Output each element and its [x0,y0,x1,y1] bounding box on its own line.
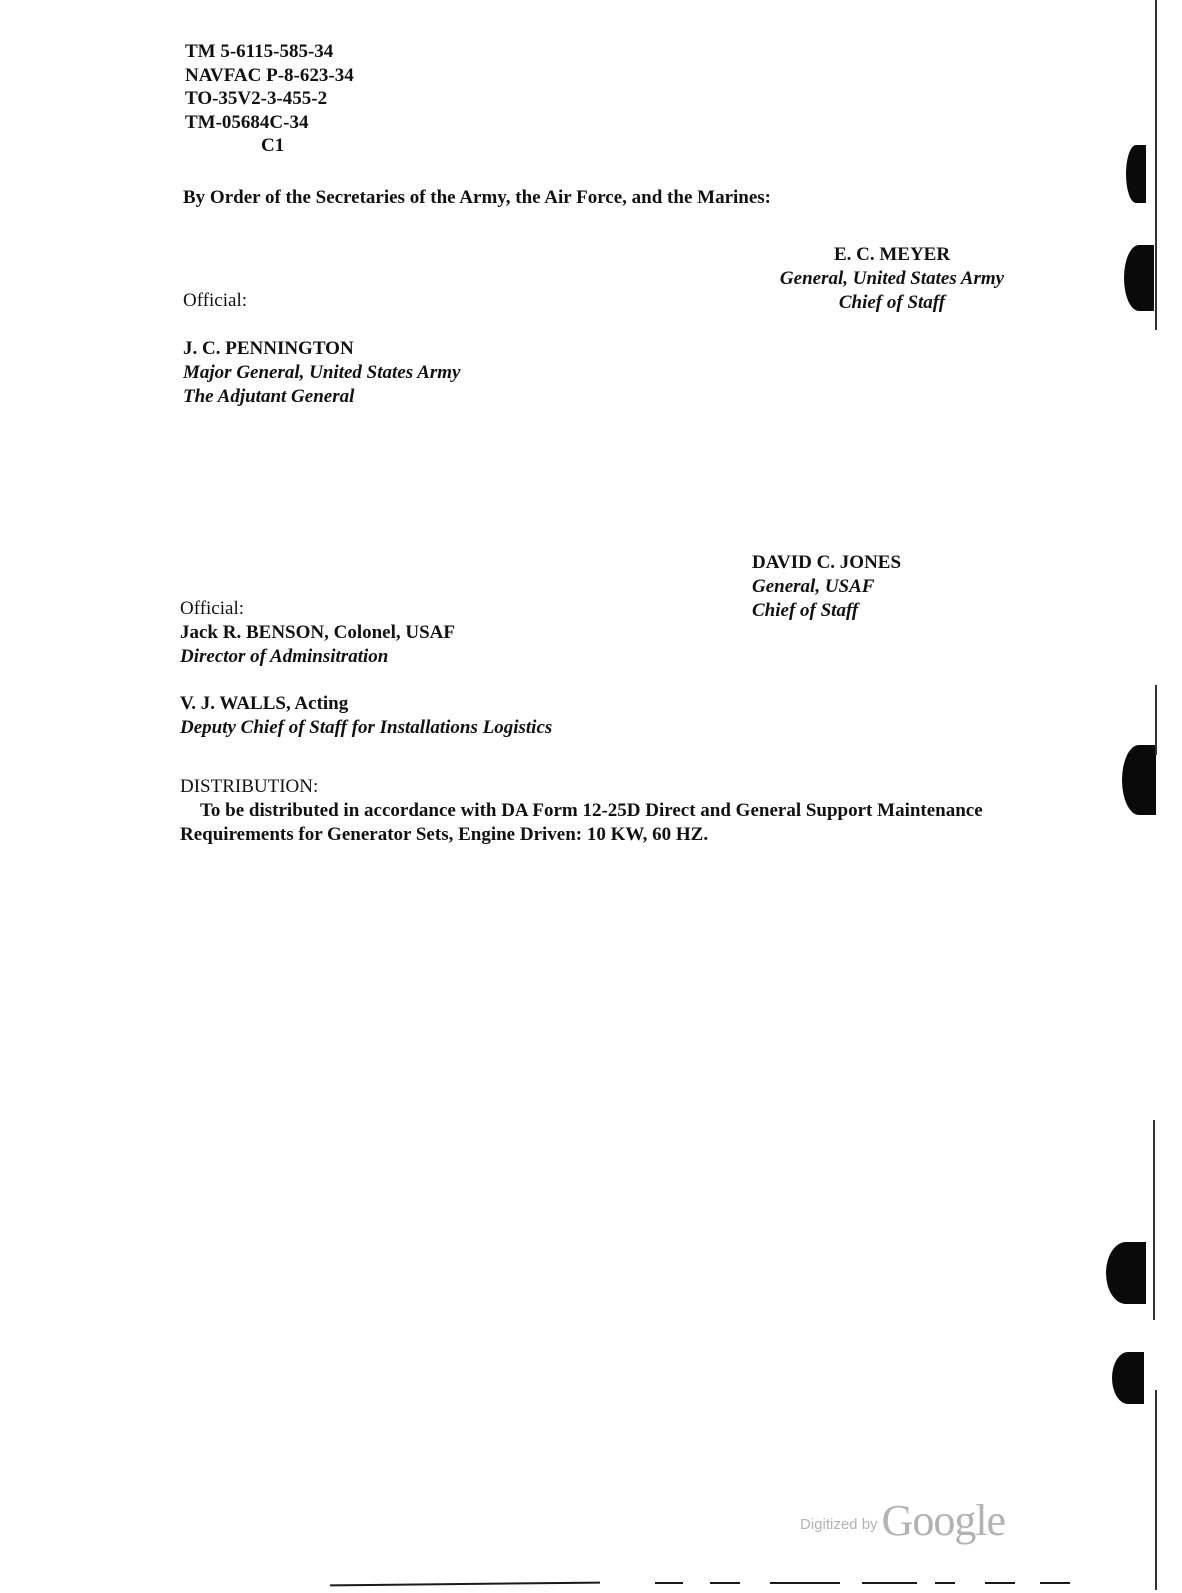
marines-signature-block [180,692,552,740]
distribution-heading: DISTRIBUTION: [180,776,319,797]
binder-hole-mark [1122,745,1156,815]
digitized-watermark [800,1495,1005,1546]
tm-number: TM 5-6115-585-34 [185,41,334,62]
army-attest-title: The Adjutant General [183,386,355,407]
tm-marine-number: TM-05684C-34 [185,111,309,133]
change-number: C1 [261,135,285,156]
air-force-attest-block [180,597,455,669]
army-signer-rank: General, United States Army [779,268,1005,289]
scan-artifact-line [710,1582,740,1584]
army-signature-block [746,243,1038,315]
by-order-statement: By Order of the Secretaries of the Army, the Air Force, and the Marines: [183,187,771,208]
scan-artifact-line [862,1582,917,1584]
page-edge-line [1153,1120,1155,1320]
scan-artifact-line [985,1582,1015,1584]
distribution-section [180,775,1100,847]
scan-artifact-line [770,1582,840,1584]
distribution-text-line-2: Requirements for Generator Sets, Engine Driven: 10 KW, 60 HZ. [180,824,709,845]
scan-artifact-line [655,1582,683,1584]
scan-artifact-line [1040,1582,1070,1584]
page-edge-line [1155,685,1157,755]
army-signer-name: E. C. MEYER [833,244,951,265]
scan-artifact-line [330,1582,600,1587]
army-attest-block [183,337,460,409]
army-attest-rank: Major General, United States Army [183,362,461,383]
af-official-label: Official: [180,598,245,619]
binder-hole-mark [1106,1242,1146,1304]
binder-hole-mark [1124,245,1154,311]
air-force-signature-block [752,551,901,623]
page-edge-line [1155,0,1157,330]
scan-artifact-line [935,1582,955,1584]
document-identifiers [185,40,354,158]
af-signer-title: Chief of Staff [752,600,859,621]
marines-name: V. J. WALLS, Acting [180,693,349,714]
af-signer-rank: General, USAF [752,576,875,597]
binder-hole-mark [1112,1352,1144,1404]
af-signer-name: DAVID C. JONES [752,552,902,573]
navfac-number: NAVFAC P-8-623-34 [185,64,354,86]
distribution-text-line-1: To be distributed in accordance with DA Form 12-25D Direct and General Support Maintenance [200,800,983,821]
watermark-prefix: Digitized by [800,1516,878,1533]
page-edge-line [1155,1390,1157,1590]
army-signer-title: Chief of Staff [838,292,946,313]
af-attest-name: Jack R. BENSON, Colonel, USAF [180,622,455,643]
army-attest-name: J. C. PENNINGTON [183,338,354,359]
binder-hole-mark [1126,145,1146,203]
af-attest-title: Director of Adminsitration [180,646,389,667]
marines-title: Deputy Chief of Staff for Installations Logistics [180,717,553,738]
to-number: TO-35V2-3-455-2 [185,88,328,109]
google-logo: Google [881,1496,1006,1545]
army-official-label: Official: [183,290,248,311]
